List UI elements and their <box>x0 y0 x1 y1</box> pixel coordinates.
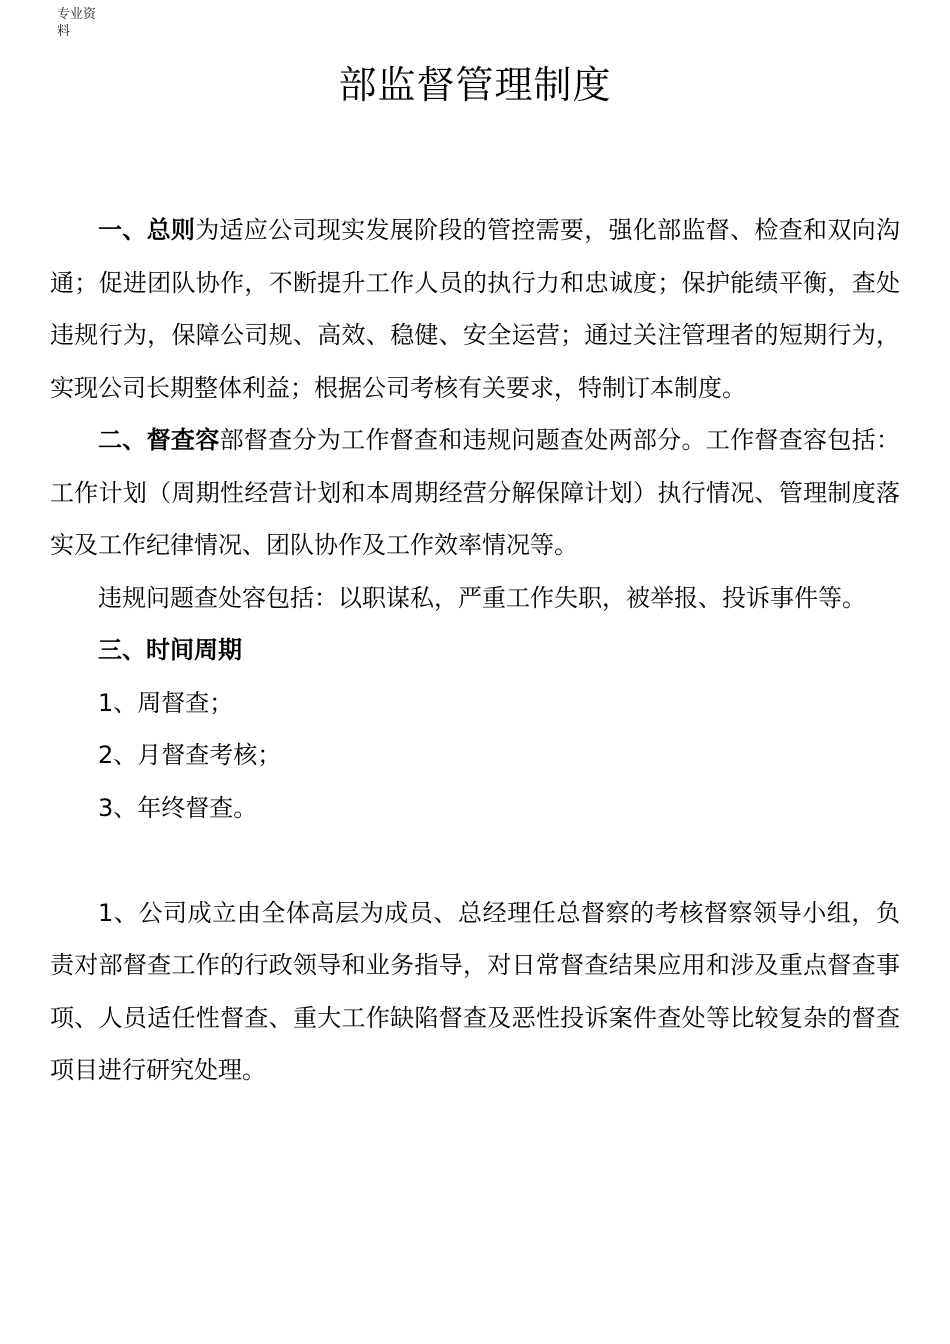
header-label: 专业资料 <box>57 7 97 39</box>
section-period-heading: 三、时间周期 <box>98 636 242 664</box>
section-general <box>50 204 900 414</box>
section-spacer <box>50 834 900 887</box>
section-scope <box>50 414 900 572</box>
document-title: 部监督管理制度 <box>338 63 612 107</box>
section-scope-violations: 违规问题查处容包括：以职谋私，严重工作失职，被举报、投诉事件等。 <box>98 583 866 612</box>
section-general-heading: 一、总则 <box>98 216 196 244</box>
section-general-text: 为适应公司现实发展阶段的管控需要，强化部监督、检查和双向沟通；促进团队协作，不断提升工作人员的执行力和忠诚度；保护能绩平衡，查处违规行为，保障公司规、高效、稳健、安全运营；通过关注管理者的短期行为，实现公司长期整体利益；根据公司考核有关要求，特制订本制度。 <box>50 216 900 402</box>
period-item-monthly: 2、月督查考核； <box>98 741 282 769</box>
section-organization: 1、公司成立由全体高层为成员、总经理任总督察的考核督察领导小组，负责对部督查工作的行政领导和业务指导，对日常督查结果应用和涉及重点督查事项、人员适任性督查、重大工作缺陷督查及恶性投诉案件查处等比较复杂的督查项目进行研究处理。 <box>50 898 900 1084</box>
period-item-annual: 3、年终督查。 <box>98 793 258 822</box>
section-scope-heading: 二、督查容 <box>98 426 220 454</box>
section-scope-text: 部督查分为工作督查和违规问题查处两部分。工作督查容包括：工作计划（周期性经营计划和本周期经营分解保障计划）执行情况、管理制度落实及工作纪律情况、团队协作及工作效率情况等。 <box>50 426 900 559</box>
period-item-weekly: 1、周督查； <box>98 688 234 717</box>
document-body <box>50 204 900 1097</box>
